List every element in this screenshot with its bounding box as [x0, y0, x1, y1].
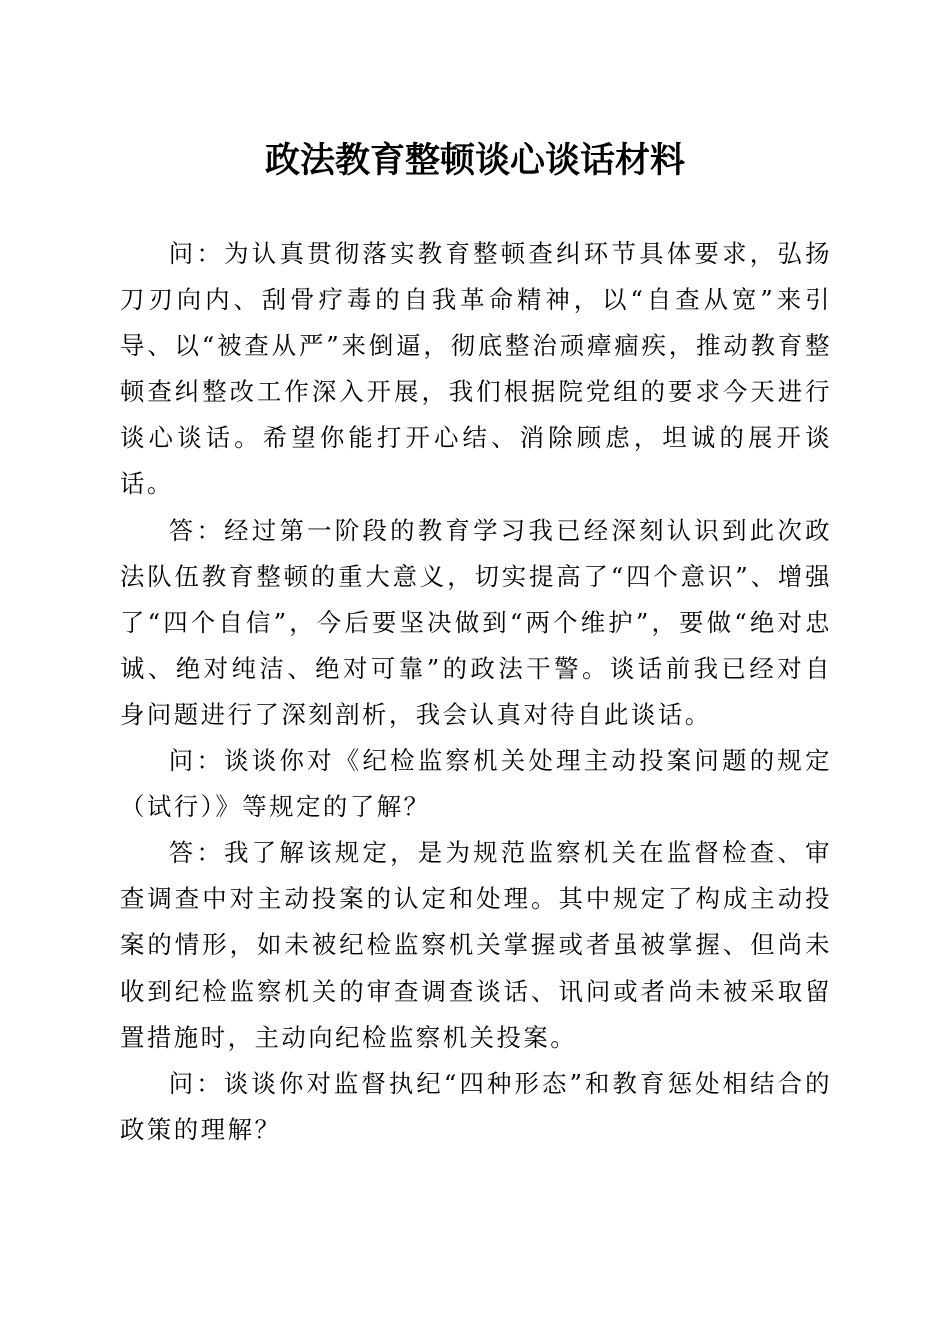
paragraph-question-3: 问：谈谈你对监督执纪“四种形态”和教育惩处相结合的政策的理解？ [120, 1068, 832, 1144]
paragraph-question-2: 问：谈谈你对《纪检监察机关处理主动投案问题的规定（试行）》等规定的了解？ [120, 746, 832, 822]
paragraph-answer-1: 答：经过第一阶段的教育学习我已经深刻认识到此次政法队伍教育整顿的重大意义，切实提高了“四个意识”、增强了“四个自信”，今后要坚决做到“两个维护”，要做“绝对忠诚、绝对纯洁、绝对可靠”的政法干警。谈话前我已经对自身问题进行了深刻剖析，我会认真对待自此谈话。 [120, 515, 832, 729]
document-title: 政法教育整顿谈心谈话材料 [264, 140, 685, 181]
paragraph-answer-2: 答：我了解该规定，是为规范监察机关在监督检查、审查调查中对主动投案的认定和处理。其中规定了构成主动投案的情形，如未被纪检监察机关掌握或者虽被掌握、但尚未收到纪检监察机关的审查调查谈话、讯问或者尚未被采取留置措施时，主动向纪检监察机关投案。 [120, 838, 832, 1052]
document-body [120, 231, 832, 1153]
paragraph-question-1: 问：为认真贯彻落实教育整顿查纠环节具体要求，弘扬刀刃向内、刮骨疗毒的自我革命精神，以“自查从宽”来引导、以“被查从严”来倒逼，彻底整治顽瘴痼疾，推动教育整顿查纠整改工作深入开展，我们根据院党组的要求今天进行谈心谈话。希望你能打开心结、消除顾虑，坦诚的展开谈话。 [120, 239, 832, 499]
